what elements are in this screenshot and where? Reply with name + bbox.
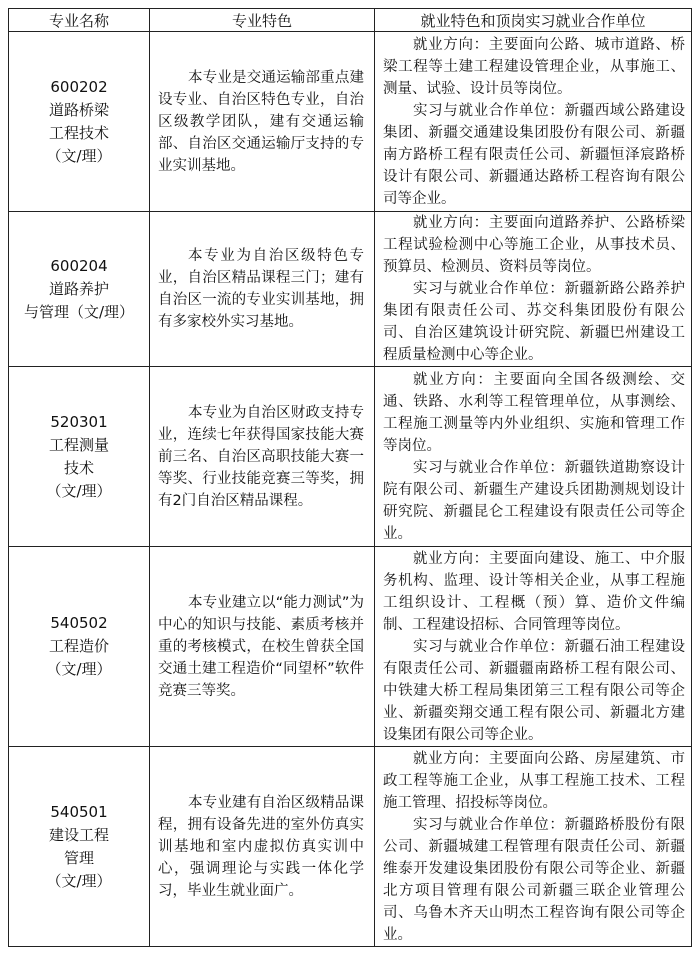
major-track: （文/理） [46,871,112,890]
feature-text: 本专业为自治区级特色专业，自治区精品课程三门；建有自治区一流的专业实训基地，拥有多家校外实习基地。 [158,248,364,330]
major-name-line1: 工程测量 [48,435,109,454]
partner-units: 实习与就业合作单位：新疆铁道勘察设计院有限公司、新疆生产建设兵团勘测规划设计研究院、新疆昆仑工程建设有限责任公司等企业。 [383,459,685,542]
table-row [9,32,692,212]
major-name-line2: 与管理（文/理） [23,302,135,321]
major-name-line2: 管理 [63,848,94,867]
partner-units: 实习与就业合作单位：新疆新路公路养护集团有限责任公司、苏交科集团股份有限公司、自治区建筑设计研究院、新疆巴州建设工程质量检测中心等企业。 [383,281,685,363]
major-name-line1: 道路养护 [48,279,109,298]
major-track: （文/理） [46,481,112,500]
employment-direction: 就业方向：主要面向建设、施工、中介服务机构、监理、设计等相关企业，从事工程施工组织设计、工程概（预）算、造价文件编制、工程建设招标、合同管理等岗位。 [383,550,685,633]
major-name-cell [9,212,150,367]
major-name-line2: 技术 [63,458,94,477]
table-row [9,212,692,367]
feature-text: 本专业是交通运输部重点建设专业、自治区特色专业，自治区级教学团队，建有交通运输部、自治区交通运输厅支持的专业实训基地。 [158,69,364,174]
header-major-feature: 专业特色 [150,9,375,32]
majors-table [8,8,692,947]
partner-units: 实习与就业合作单位：新疆路桥股份有限公司、新疆城建工程管理有限责任公司、新疆维泰开发建设集团股份有限公司等企业、新疆北方项目管理有限公司新疆三联企业管理公司、乌鲁木齐天山明杰工程咨询有限公司等企业。 [383,816,685,943]
employment-cell [375,32,692,212]
employment-direction: 就业方向：主要面向公路、城市道路、桥梁工程等土建工程建设管理企业，从事施工、测量、试验、设计员等岗位。 [383,36,685,97]
partner-units: 实习与就业合作单位：新疆石油工程建设有限责任公司、新疆疆南路桥工程有限公司、中铁建大桥工程局集团第三工程有限公司等企业、新疆奕翔交通工程有限公司、新疆北方建设集团有限公司等企业。 [383,638,685,743]
feature-cell [150,367,375,547]
table-row [9,547,692,747]
major-name-line1: 道路桥梁 [48,100,109,119]
major-code: 540502 [50,614,108,632]
header-major-name: 专业名称 [9,9,150,32]
major-code: 540501 [50,802,108,821]
major-name-line1: 工程造价 [48,637,109,655]
major-code: 520301 [50,412,108,431]
feature-cell [150,32,375,212]
employment-cell [375,747,692,947]
major-name-line2: （文/理） [46,660,112,678]
feature-cell [150,547,375,747]
feature-text: 本专业为自治区财政支持专业，连续七年获得国家技能大赛前三名、自治区高职技能大赛一等奖、行业技能竞赛三等奖，拥有2门自治区精品课程。 [158,404,364,509]
major-code: 600202 [50,77,108,96]
employment-direction: 就业方向：主要面向公路、房屋建筑、市政工程等施工企业，从事工程施工技术、工程施工管理、招投标等岗位。 [383,750,685,811]
major-name-cell [9,32,150,212]
employment-direction: 就业方向：主要面向道路养护、公路桥梁工程试验检测中心等施工企业，从事技术员、预算员、检测员、资料员等岗位。 [383,215,685,275]
major-track: （文/理） [46,146,112,165]
employment-direction: 就业方向：主要面向全国各级测绘、交通、铁路、水利等工程管理单位，从事测绘、工程施工测量等内外业组织、实施和管理工作等岗位。 [383,371,685,454]
partner-units: 实习与就业合作单位：新疆西域公路建设集团、新疆交通建设集团股份有限公司、新疆南方路桥工程有限责任公司、新疆恒泽宸路桥设计有限公司、新疆通达路桥工程咨询有限公司等企业。 [383,102,685,207]
feature-text: 本专业建有自治区级精品课程，拥有设备先进的室外仿真实训基地和室内虚拟仿真实训中心，强调理论与实践一体化学习，毕业生就业面广。 [158,794,364,899]
major-name-cell [9,367,150,547]
major-name-line1: 建设工程 [48,825,109,844]
feature-cell [150,212,375,367]
header-employment: 就业特色和顶岗实习就业合作单位 [375,9,692,32]
major-code: 600204 [50,256,108,275]
header-row [9,9,692,32]
employment-cell [375,547,692,747]
major-name-cell [9,547,150,747]
feature-cell [150,747,375,947]
employment-cell [375,367,692,547]
table-row [9,747,692,947]
major-name-line2: 工程技术 [48,123,109,142]
employment-cell [375,212,692,367]
feature-text: 本专业建立以“能力测试”为中心的知识与技能、素质考核并重的考核模式，在校生曾获全国交通土建工程造价“同望杯”软件竞赛三等奖。 [158,594,364,699]
major-name-cell [9,747,150,947]
table-row [9,367,692,547]
